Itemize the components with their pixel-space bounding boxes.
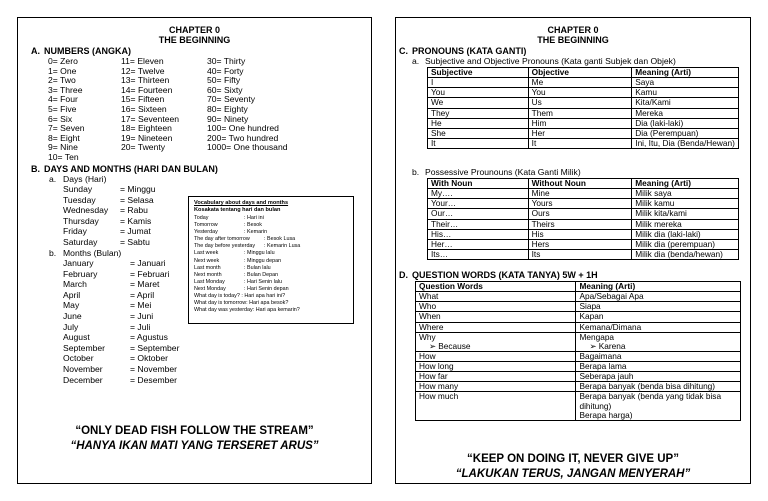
meaning-cell (576, 351, 741, 361)
meaning-sub: ➢ Karena (589, 340, 626, 351)
table-cell: You (528, 88, 632, 98)
number-item: 17= Seventeen (121, 113, 180, 124)
number-item: 11= Eleven (121, 56, 164, 66)
english-word: January (63, 258, 94, 268)
vocabulary-english: Tomorrow (194, 221, 218, 228)
table-cell: My…. (428, 189, 529, 199)
table-row (416, 351, 741, 361)
indonesian-word: = November (130, 363, 178, 374)
table-cell: Kita/Kami (632, 98, 739, 108)
question-word: How far (419, 371, 448, 382)
table-cell: Ours (528, 209, 632, 219)
table-row (428, 88, 739, 98)
right-quote (396, 452, 750, 482)
number-item: 100= One hundred (207, 123, 279, 134)
meaning-cell (576, 332, 741, 351)
number-item: 5= Five (48, 103, 77, 114)
table-row (428, 138, 739, 148)
table-row (416, 292, 741, 302)
months-heading: b. Months (Bulan) (49, 248, 122, 258)
indonesian-word: = Februari (130, 268, 170, 279)
vocabulary-row (194, 272, 348, 279)
number-item: 50= Fifty (207, 75, 241, 86)
vocabulary-row (194, 222, 348, 229)
section-b-heading: B. DAYS AND MONTHS (HARI DAN BULAN) (31, 164, 218, 174)
number-item: 200= Two hundred (207, 132, 279, 143)
table-cell: I (428, 78, 529, 88)
number-item: 6= Six (48, 113, 73, 124)
table-cell: Milik mereka (632, 219, 739, 229)
table-cell: Saya (632, 78, 739, 88)
meaning: Mengapa (579, 331, 615, 342)
meaning: Siapa (579, 301, 601, 312)
right-page (395, 17, 751, 484)
vocabulary-subtitle: Kosakata tentang hari dan bulan (194, 207, 281, 214)
meaning-cell (576, 362, 741, 372)
english-word: Wednesday (63, 205, 109, 216)
table-cell: Your… (428, 199, 529, 209)
question-word-cell (416, 351, 576, 361)
chapter-title (18, 26, 371, 46)
vocabulary-row (194, 236, 348, 243)
possessive-pronouns-table (427, 178, 739, 260)
number-item: 4= Four (48, 94, 78, 105)
table-row (416, 382, 741, 392)
vocabulary-english: Yesterday (194, 229, 218, 235)
subjective-objective-table (427, 67, 739, 149)
question-word: How much (419, 391, 459, 402)
vocabulary-english: Last month (194, 264, 221, 271)
indonesian-word: = Desember (130, 374, 178, 385)
vocabulary-indonesian: : Bulan Depan (244, 271, 279, 278)
meaning-cell (576, 312, 741, 322)
vocabulary-indonesian: : Hari ini (244, 214, 264, 221)
month-item (63, 376, 179, 387)
months-list (63, 259, 179, 386)
vocabulary-box (188, 196, 354, 324)
table-row (428, 108, 739, 118)
meaning: Apa/Sebagai Apa (579, 291, 644, 302)
table-row (416, 372, 741, 382)
chapter-label: CHAPTER 0 (168, 25, 220, 35)
vocabulary-indonesian: : Besok (244, 221, 262, 228)
vocabulary-indonesian: : Hari Senin lalu (244, 278, 283, 285)
table-cell: Them (528, 108, 632, 118)
meaning: Berapa banyak (benda yang tidak bisa dihitung) (579, 391, 722, 411)
english-word: Friday (63, 226, 87, 237)
possessive-heading: b. Possessive Prounouns (Kata Ganti Milik) (412, 167, 581, 177)
question-word-cell (416, 392, 576, 420)
numbers-column-2 (121, 57, 179, 153)
table-cell: Its (528, 249, 632, 259)
vocabulary-indonesian: : Minggu lalu (244, 250, 275, 257)
meaning-cell (576, 292, 741, 302)
number-item: 80= Eighty (207, 103, 248, 114)
table-row (428, 229, 739, 239)
indonesian-word: = September (130, 342, 180, 353)
table-row (416, 322, 741, 332)
question-word: Where (419, 321, 444, 332)
vocabulary-questions (194, 293, 348, 314)
section-d-heading: D. QUESTION WORDS (KATA TANYA) 5W + 1H (399, 270, 598, 280)
vocabulary-indonesian: : Kemarin (244, 229, 268, 235)
chapter-subtitle: THE BEGINNING (537, 34, 609, 45)
vocabulary-english: Next month (194, 271, 222, 278)
vocabulary-indonesian: : Bulan lalu (244, 264, 271, 271)
indonesian-word: = Mei (130, 300, 152, 311)
table-cell: She (428, 128, 529, 138)
table-cell: Her (528, 128, 632, 138)
table-cell: His (528, 229, 632, 239)
vocabulary-english: Next Monday (194, 286, 226, 292)
question-word: When (419, 311, 441, 322)
meaning-cell (576, 392, 741, 420)
table-cell: It (528, 138, 632, 148)
english-word: November (63, 363, 103, 374)
vocabulary-english: Last week (194, 250, 219, 257)
number-item: 7= Seven (48, 123, 85, 134)
question-word-cell (416, 362, 576, 372)
table-row (428, 98, 739, 108)
number-item: 16= Sixteen (121, 103, 167, 114)
table-row (428, 78, 739, 88)
table-cell: Its… (428, 249, 529, 259)
indonesian-word: = Kamis (120, 215, 152, 226)
chapter-subtitle: THE BEGINNING (158, 34, 231, 45)
english-word: December (63, 374, 103, 385)
table-row (428, 189, 739, 199)
english-word: April (63, 289, 81, 300)
question-word-cell (416, 312, 576, 322)
indonesian-word: = Selasa (120, 194, 154, 205)
english-word: Tuesday (63, 194, 96, 205)
question-word: How long (419, 361, 454, 371)
number-item: 2= Two (48, 75, 76, 86)
vocabulary-question: What day is tomorrow: Hari apa besok? (194, 300, 289, 307)
chapter-label: CHAPTER 0 (547, 25, 599, 35)
vocabulary-row (194, 258, 348, 265)
number-item: 70= Seventy (207, 94, 256, 105)
table-cell: Me (528, 78, 632, 88)
quote-english: “ONLY DEAD FISH FOLLOW THE STREAM” (75, 425, 314, 437)
table-row (428, 209, 739, 219)
table-cell: Us (528, 98, 632, 108)
english-word: February (63, 268, 98, 279)
numbers-column-3 (207, 57, 288, 153)
vocabulary-english: Last Monday (194, 278, 225, 285)
table-cell: Their… (428, 219, 529, 229)
question-word: Who (419, 301, 437, 312)
number-item: 1000= One thousand (207, 142, 288, 153)
table-row (428, 249, 739, 259)
indonesian-word: = Maret (130, 279, 160, 290)
vocabulary-english: Next week (194, 257, 220, 264)
indonesian-word: = Oktober (130, 353, 168, 364)
number-item: 9= Nine (48, 142, 78, 153)
table-cell: Her… (428, 239, 529, 249)
table-cell: It (428, 138, 529, 148)
table-cell: You (428, 88, 529, 98)
number-item: 12= Twelve (121, 65, 165, 76)
indonesian-word: = Januari (130, 258, 166, 268)
left-page (17, 17, 372, 484)
table-cell: Him (528, 118, 632, 128)
table-header: Objective (528, 68, 632, 78)
vocabulary-title: Vocabulary about days and months (194, 200, 289, 206)
quote-indonesian: “HANYA IKAN MATI YANG TERSERET ARUS” (70, 439, 319, 452)
table-cell: Dia (Perempuan) (632, 128, 739, 138)
number-item: 1= One (48, 65, 77, 76)
table-cell: Kamu (632, 88, 739, 98)
question-word-cell (416, 302, 576, 312)
vocabulary-row (194, 243, 348, 250)
meaning: Kapan (579, 311, 604, 322)
table-cell: Milik saya (632, 189, 739, 199)
question-word: What (419, 291, 439, 302)
english-word: August (63, 332, 90, 343)
section-a-heading: A. NUMBERS (ANGKA) (31, 46, 131, 56)
meaning-sub: Berapa harga) (579, 409, 633, 420)
indonesian-word: = Agustus (130, 332, 168, 343)
meaning: Berapa banyak (benda bisa dihitung) (579, 381, 716, 392)
number-item: 40= Forty (207, 65, 244, 76)
meaning: Seberapa jauh (579, 371, 634, 382)
number-item: 3= Three (48, 84, 83, 95)
number-item: 0= Zero (48, 56, 78, 66)
number-item: 30= Thirty (207, 56, 246, 66)
table-cell: Theirs (528, 219, 632, 229)
table-row (428, 199, 739, 209)
table-header: Meaning (Arti) (632, 68, 739, 78)
number-item: 19= Nineteen (121, 132, 173, 143)
meaning: Bagaimana (579, 350, 622, 361)
question-word-cell (416, 322, 576, 332)
vocabulary-question: What day was yesterday: Hari apa kemarin? (194, 307, 300, 314)
meaning: Berapa lama (579, 361, 627, 371)
table-cell: Mine (528, 189, 632, 199)
indonesian-word: = Rabu (120, 205, 148, 216)
english-word: September (63, 342, 106, 353)
meaning-cell (576, 382, 741, 392)
question-word-cell (416, 382, 576, 392)
table-row (428, 219, 739, 229)
chapter-title (396, 26, 750, 46)
vocabulary-indonesian: : Kemarin Lusa (264, 243, 301, 250)
question-word: How many (419, 381, 459, 392)
vocabulary-row (194, 250, 348, 257)
number-item: 20= Twenty (121, 142, 166, 153)
english-word: October (63, 353, 94, 364)
table-row (428, 128, 739, 138)
question-words-table (415, 281, 741, 421)
indonesian-word: = Juli (130, 321, 151, 332)
meaning-cell (576, 372, 741, 382)
number-item: 60= Sixty (207, 84, 243, 95)
table-header: Meaning (Arti) (576, 282, 741, 292)
table-cell: Mereka (632, 108, 739, 118)
english-word: July (63, 321, 79, 332)
table-row (416, 312, 741, 322)
table-cell: Yours (528, 199, 632, 209)
number-item: 15= Fifteen (121, 94, 165, 105)
table-cell: Milik dia (benda/hewan) (632, 249, 739, 259)
vocabulary-question: What day is today? : Hari apa hari ini? (194, 293, 286, 300)
number-item: 14= Fourteen (121, 84, 173, 95)
number-item: 13= Thirteen (121, 75, 170, 86)
indonesian-word: = Jumat (120, 226, 151, 237)
meaning-cell (576, 322, 741, 332)
table-cell: Hers (528, 239, 632, 249)
table-cell: He (428, 118, 529, 128)
english-word: March (63, 279, 87, 290)
table-cell: Milik kita/kami (632, 209, 739, 219)
question-word-cell (416, 372, 576, 382)
vocabulary-english: The day before yesterday (194, 243, 256, 250)
days-heading: a. Days (Hari) (49, 174, 107, 184)
vocabulary-english: Today (194, 214, 209, 221)
table-cell: Ini, Itu, Dia (Benda/Hewan) (632, 138, 739, 148)
vocabulary-row (194, 265, 348, 272)
table-row (416, 302, 741, 312)
section-c-heading: C. PRONOUNS (KATA GANTI) (399, 46, 527, 56)
table-header: Meaning (Arti) (632, 179, 739, 189)
number-item: 8= Eight (48, 132, 80, 143)
days-list (63, 185, 156, 249)
english-word: Saturday (63, 236, 98, 247)
table-row (416, 392, 741, 420)
table-row (428, 118, 739, 128)
table-header: Subjective (428, 68, 529, 78)
table-cell: They (428, 108, 529, 118)
quote-english: “KEEP ON DOING IT, NEVER GIVE UP” (467, 453, 679, 465)
meaning: Kemana/Dimana (579, 321, 642, 332)
vocabulary-row (194, 229, 348, 236)
table-cell: Milik dia (perempuan) (632, 239, 739, 249)
number-item: 18= Eighteen (121, 123, 172, 134)
vocabulary-indonesian: : Besok Lusa (264, 236, 296, 243)
table-cell: We (428, 98, 529, 108)
table-header: With Noun (428, 179, 529, 189)
left-quote (18, 424, 371, 454)
number-item: 10= Ten (48, 151, 79, 162)
vocabulary-rows (194, 215, 348, 293)
quote-indonesian: “LAKUKAN TERUS, JANGAN MENYERAH” (455, 467, 691, 480)
vocabulary-english: The day after tomorrow (194, 236, 250, 243)
table-row (416, 332, 741, 351)
indonesian-word: = April (130, 289, 155, 300)
table-cell: Dia (laki-laki) (632, 118, 739, 128)
meaning-cell (576, 302, 741, 312)
table-cell: Milik dia (laki-laki) (632, 229, 739, 239)
vocabulary-indonesian: : Minggu depan (244, 257, 282, 264)
numbers-column-1 (48, 57, 85, 163)
month-item (63, 280, 179, 291)
month-item (63, 312, 179, 323)
day-item (63, 238, 156, 249)
question-word-cell (416, 332, 576, 351)
question-word-sub: ➢ Because (429, 340, 471, 351)
english-word: May (63, 300, 80, 311)
english-word: Sunday (63, 184, 93, 194)
table-cell: His… (428, 229, 529, 239)
vocabulary-row (194, 215, 348, 222)
indonesian-word: = Sabtu (120, 236, 150, 247)
subjective-heading: a. Subjective and Objective Pronouns (Kata ganti Subjek dan Objek) (412, 56, 676, 66)
question-word: Why (419, 331, 436, 342)
english-word: June (63, 310, 82, 321)
vocabulary-row (194, 279, 348, 286)
month-item (63, 291, 179, 302)
table-row (416, 362, 741, 372)
question-word: How (419, 350, 436, 361)
table-header: Question Words (416, 282, 576, 292)
english-word: Thursday (63, 215, 99, 226)
vocabulary-row (194, 286, 348, 293)
table-header: Without Noun (528, 179, 632, 189)
number-item: 90= Ninety (207, 113, 249, 124)
indonesian-word: = Juni (130, 310, 154, 321)
question-word-cell (416, 292, 576, 302)
table-row (428, 239, 739, 249)
indonesian-word: = Minggu (120, 184, 156, 194)
vocabulary-indonesian: : Hari Senin depan (244, 286, 289, 292)
table-cell: Our… (428, 209, 529, 219)
table-cell: Milik kamu (632, 199, 739, 209)
